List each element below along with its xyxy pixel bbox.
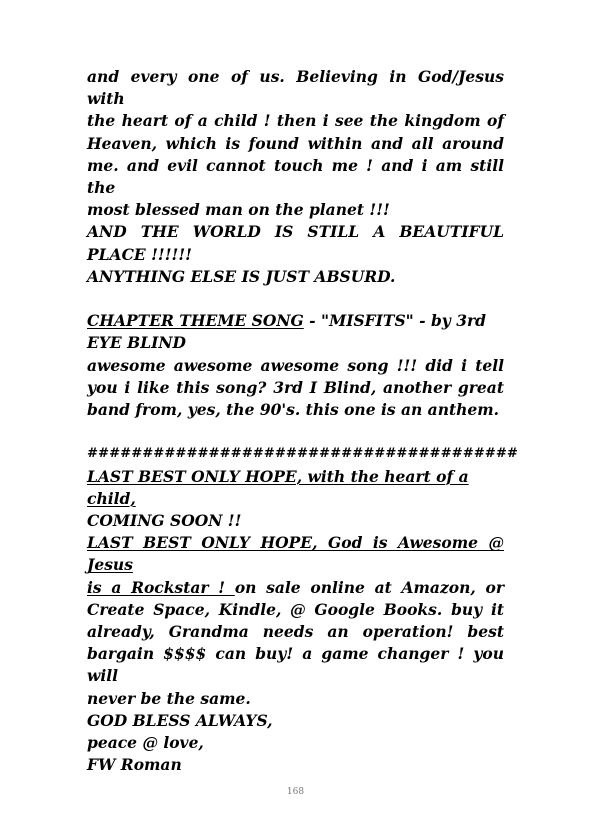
book1-title: LAST BEST ONLY HOPE, with the heart of a child,: [87, 466, 469, 508]
page-number: 168: [286, 787, 305, 797]
para1-line-2: the heart of a child ! then i see the kingdom of: [87, 111, 504, 131]
page-body: [87, 66, 518, 776]
theme-song-paragraph: [87, 310, 504, 354]
promo-line-3: bargain $$$$ can buy! a game changer ! you will: [87, 644, 504, 686]
world-line-2: PLACE !!!!!!: [87, 244, 192, 264]
author-signature: FW Roman: [87, 755, 182, 775]
para1-line-4: me. and evil cannot touch me ! and i am still the: [87, 155, 504, 198]
promo-line-4: never be the same.: [87, 688, 251, 708]
book2-title-end: is a Rockstar !: [87, 577, 235, 597]
promo-line-2: already, Grandma needs an operation! best: [87, 622, 504, 642]
song-line-2: you i like this song? 3rd I Blind, another great: [87, 377, 504, 397]
blank-line: [87, 288, 504, 310]
para1-line-3: Heaven, which is found within and all around: [87, 133, 504, 153]
book2-line-2: [87, 577, 504, 599]
closing-blessing: GOD BLESS ALWAYS,: [87, 710, 273, 730]
world-line-1: AND THE WORLD IS STILL A BEAUTIFUL: [87, 222, 504, 242]
blank-line: [87, 421, 504, 443]
song-line-3: band from, yes, the 90's. this one is an anthem.: [87, 400, 500, 420]
book2-availability: on sale online at Amazon, or: [234, 577, 504, 597]
theme-song-title: - "MISFITS" - by 3rd EYE BLIND: [87, 311, 486, 353]
book1-status: COMING SOON !!: [87, 511, 242, 531]
song-line-1: awesome awesome awesome song !!! did i tell: [87, 355, 504, 375]
promo-line-1: Create Space, Kindle, @ Google Books. buy it: [87, 599, 504, 619]
closing-peace: peace @ love,: [87, 733, 204, 753]
theme-song-label: CHAPTER THEME SONG: [87, 311, 304, 331]
absurd-line: ANYTHING ELSE IS JUST ABSURD.: [87, 266, 396, 286]
para1-line-5: most blessed man on the planet !!!: [87, 200, 390, 220]
hash-divider: #######################################: [87, 446, 518, 462]
para1-line-1: and every one of us. Believing in God/Jesus with: [87, 67, 504, 109]
book2-title: LAST BEST ONLY HOPE, God is Awesome @ Jesus: [87, 533, 504, 575]
